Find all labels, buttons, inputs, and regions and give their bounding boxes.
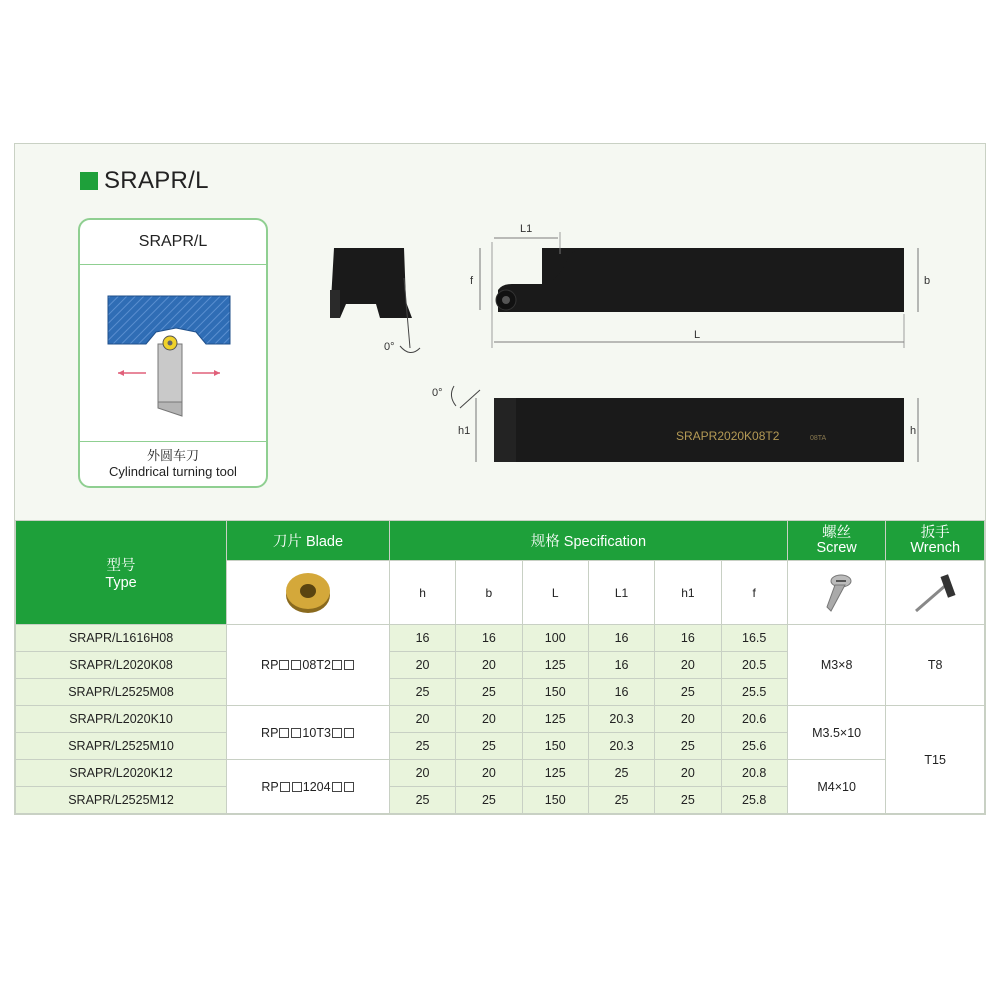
value-cell: 20.5 xyxy=(721,652,787,679)
screw-cell: M3×8 xyxy=(787,625,886,706)
spec-col-L: L xyxy=(522,561,588,625)
blade-cell: RP 08T2 xyxy=(227,625,390,706)
value-cell: 20 xyxy=(389,760,455,787)
caption-en: Cylindrical turning tool xyxy=(109,464,237,479)
wrench-cell: T15 xyxy=(886,706,985,814)
dim-L-label: L xyxy=(694,329,701,341)
header-blade: 刀片 Blade xyxy=(227,521,390,561)
value-cell: 20 xyxy=(456,706,522,733)
value-cell: 25 xyxy=(389,787,455,814)
blade-image-cell xyxy=(227,561,390,625)
value-cell: 25 xyxy=(389,733,455,760)
value-cell: 20 xyxy=(655,760,721,787)
insert-blade-icon xyxy=(280,569,336,617)
table-row xyxy=(16,706,985,733)
wrench-cell: T8 xyxy=(886,625,985,706)
value-cell: 25.8 xyxy=(721,787,787,814)
spec-col-L1: L1 xyxy=(588,561,654,625)
value-cell: 20 xyxy=(655,652,721,679)
value-cell: 16 xyxy=(588,625,654,652)
angle-top-label: 0° xyxy=(384,341,395,353)
value-cell: 20 xyxy=(456,652,522,679)
value-cell: 100 xyxy=(522,625,588,652)
screw-cell: M4×10 xyxy=(787,760,886,814)
type-cell: SRAPR/L2525M10 xyxy=(16,733,227,760)
tool-head-front-view xyxy=(330,248,420,353)
spec-col-h: h xyxy=(389,561,455,625)
blade-cell: RP 10T3 xyxy=(227,706,390,760)
type-cell: SRAPR/L2020K08 xyxy=(16,652,227,679)
caption-cn: 外圆车刀 xyxy=(146,448,199,463)
value-cell: 20.3 xyxy=(588,706,654,733)
blade-cell: RP 1204 xyxy=(227,760,390,814)
spec-col-h1: h1 xyxy=(655,561,721,625)
value-cell: 20 xyxy=(655,706,721,733)
type-cell: SRAPR/L1616H08 xyxy=(16,625,227,652)
dim-L1-label: L1 xyxy=(520,223,533,235)
dim-h-label: h xyxy=(910,425,917,437)
engraving-label: SRAPR2020K08T2 xyxy=(676,429,780,443)
wrench-image-cell xyxy=(886,561,985,625)
value-cell: 16 xyxy=(588,652,654,679)
dim-h1-label: h1 xyxy=(458,425,471,437)
tool-drawing xyxy=(320,218,940,468)
tool-top-view xyxy=(470,223,930,348)
value-cell: 25.5 xyxy=(721,679,787,706)
turning-diagram-icon xyxy=(80,266,266,446)
value-cell: 150 xyxy=(522,733,588,760)
value-cell: 25 xyxy=(389,679,455,706)
value-cell: 25 xyxy=(588,787,654,814)
value-cell: 16 xyxy=(389,625,455,652)
dim-b-label: b xyxy=(924,275,931,287)
value-cell: 25 xyxy=(456,787,522,814)
value-cell: 20.8 xyxy=(721,760,787,787)
screw-cell: M3.5×10 xyxy=(787,706,886,760)
dim-f-label: f xyxy=(470,275,474,287)
value-cell: 20.6 xyxy=(721,706,787,733)
card-title: SRAPR/L xyxy=(80,220,266,265)
angle-side-label: 0° xyxy=(432,387,443,399)
header-screw: 螺丝 Screw xyxy=(787,521,886,561)
table-row xyxy=(16,760,985,787)
spec-col-f: f xyxy=(721,561,787,625)
wrench-icon xyxy=(910,571,960,615)
engraving-small-label: 08TA xyxy=(810,435,827,442)
type-cell: SRAPR/L2525M12 xyxy=(16,787,227,814)
value-cell: 20.3 xyxy=(588,733,654,760)
value-cell: 125 xyxy=(522,760,588,787)
screw-image-cell xyxy=(787,561,886,625)
value-cell: 125 xyxy=(522,652,588,679)
table-row xyxy=(16,625,985,652)
value-cell: 25 xyxy=(588,760,654,787)
header-wrench: 扳手 Wrench xyxy=(886,521,985,561)
value-cell: 16 xyxy=(456,625,522,652)
page-title: SRAPR/L xyxy=(104,167,209,194)
value-cell: 150 xyxy=(522,787,588,814)
header-type: 型号 Type xyxy=(16,521,227,625)
value-cell: 125 xyxy=(522,706,588,733)
tool-illustration-card xyxy=(78,218,268,488)
value-cell: 25 xyxy=(456,679,522,706)
card-caption xyxy=(80,441,266,486)
spec-table xyxy=(15,520,985,814)
value-cell: 25.6 xyxy=(721,733,787,760)
value-cell: 25 xyxy=(655,679,721,706)
value-cell: 25 xyxy=(655,733,721,760)
spec-col-b: b xyxy=(456,561,522,625)
value-cell: 16 xyxy=(588,679,654,706)
value-cell: 16.5 xyxy=(721,625,787,652)
value-cell: 25 xyxy=(456,733,522,760)
screw-icon xyxy=(817,571,857,615)
tool-side-view xyxy=(432,386,918,462)
type-cell: SRAPR/L2020K12 xyxy=(16,760,227,787)
value-cell: 20 xyxy=(456,760,522,787)
title-block xyxy=(80,167,209,195)
header-spec: 规格 Specification xyxy=(389,521,787,561)
value-cell: 25 xyxy=(655,787,721,814)
value-cell: 20 xyxy=(389,652,455,679)
type-cell: SRAPR/L2020K10 xyxy=(16,706,227,733)
value-cell: 150 xyxy=(522,679,588,706)
title-square-icon xyxy=(80,172,98,190)
value-cell: 16 xyxy=(655,625,721,652)
value-cell: 20 xyxy=(389,706,455,733)
type-cell: SRAPR/L2525M08 xyxy=(16,679,227,706)
